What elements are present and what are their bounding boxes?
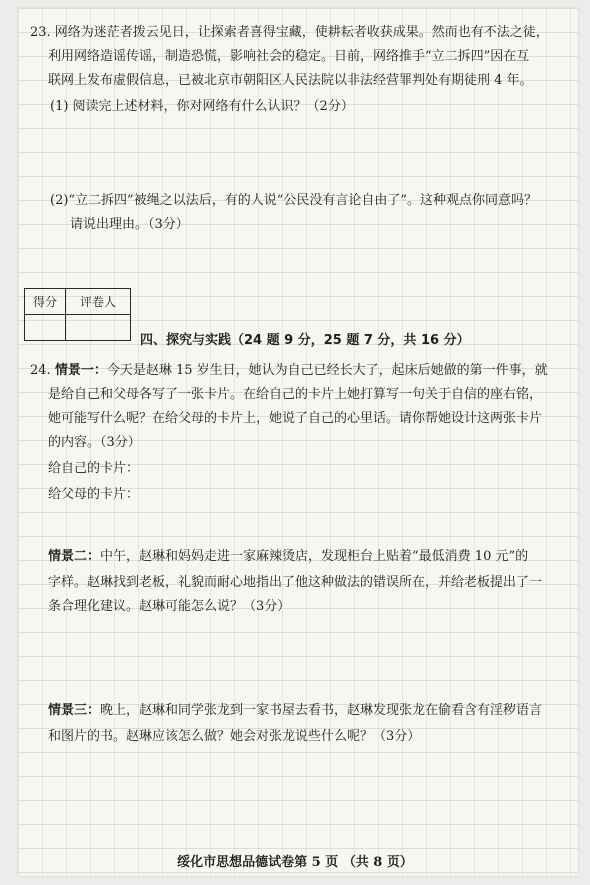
scene1-text-1: 今天是赵琳 15 岁生日，她认为自己已经长大了，起床后她做的第一件事，就 (106, 363, 548, 378)
q24-scene2-line-2: 字样。赵琳找到老板，礼貌而耐心地指出了他这种做法的错误所在，并给老板提出了一 (48, 575, 543, 590)
page-footer: 绥化市思想品德试卷第 5 页 （共 8 页） (177, 855, 413, 870)
scene3-label: 情景三： (48, 703, 101, 718)
section-4-title: 四、探究与实践（24 题 9 分，25 题 7 分，共 16 分） (140, 333, 470, 348)
q24-scene3-line-2: 和图片的书。赵琳应该怎么做？她会对张龙说些什么呢？（3分） (48, 729, 421, 744)
grader-cell[interactable] (66, 315, 131, 341)
q24-scene1-line-2: 是给自己和父母各写了一张卡片。在给自己的卡片上她打算写一句关于自信的座右铭， (48, 387, 543, 402)
card-self-label: 给自己的卡片： (48, 461, 140, 476)
q23-line-1: 23. 网络为迷茫者拨云见日，让探索者喜得宝藏，使耕耘者收获成果。然而也有不法之徒， (30, 25, 549, 40)
q23-sub2-line-2: 请说出理由。（3分） (70, 217, 189, 232)
q23-sub2-line-1: (2)“立二拆四”被绳之以法后，有的人说“公民没有言论自由了”。这种观点你同意吗？ (50, 193, 537, 208)
score-table (24, 288, 131, 341)
q24-scene2-line-1 (48, 548, 528, 566)
scene3-text-1: 晚上，赵琳和同学张龙到一家书屋去看书，赵琳发现张龙在偷看含有淫秽语言 (100, 703, 543, 718)
q23-line-2: 利用网络造谣传谣，制造恐慌，影响社会的稳定。日前，网络推手“立二拆四”因在互 (48, 49, 530, 64)
q23-line-3: 联网上发布虚假信息，已被北京市朝阳区人民法院以非法经营罪判处有期徒刑 4 年。 (48, 73, 533, 88)
grader-header: 评卷人 (66, 289, 131, 315)
q24-scene3-line-1 (48, 702, 542, 720)
scene2-label: 情景二： (48, 549, 101, 564)
scene1-label: 情景一： (54, 363, 107, 378)
score-cell[interactable] (25, 315, 66, 341)
score-header: 得分 (25, 289, 66, 315)
scene2-text-1: 中午，赵琳和妈妈走进一家麻辣烫店，发现柜台上贴着“最低消费 10 元”的 (100, 549, 529, 564)
q24-scene1-line-4: 的内容。（3分） (48, 435, 141, 450)
q24-number: 24. (30, 363, 51, 378)
q24-scene1-line-1 (30, 362, 548, 380)
q24-scene1-line-3: 她可能写什么呢？在给父母的卡片上，她说了自己的心里话。请你帮她设计这两张卡片 (48, 411, 543, 426)
card-parents-label: 给父母的卡片： (48, 487, 140, 502)
q23-sub1: (1) 阅读完上述材料，你对网络有什么认识？（2分） (50, 99, 354, 114)
q24-scene2-line-3: 条合理化建议。赵琳可能怎么说？（3分） (48, 599, 291, 614)
